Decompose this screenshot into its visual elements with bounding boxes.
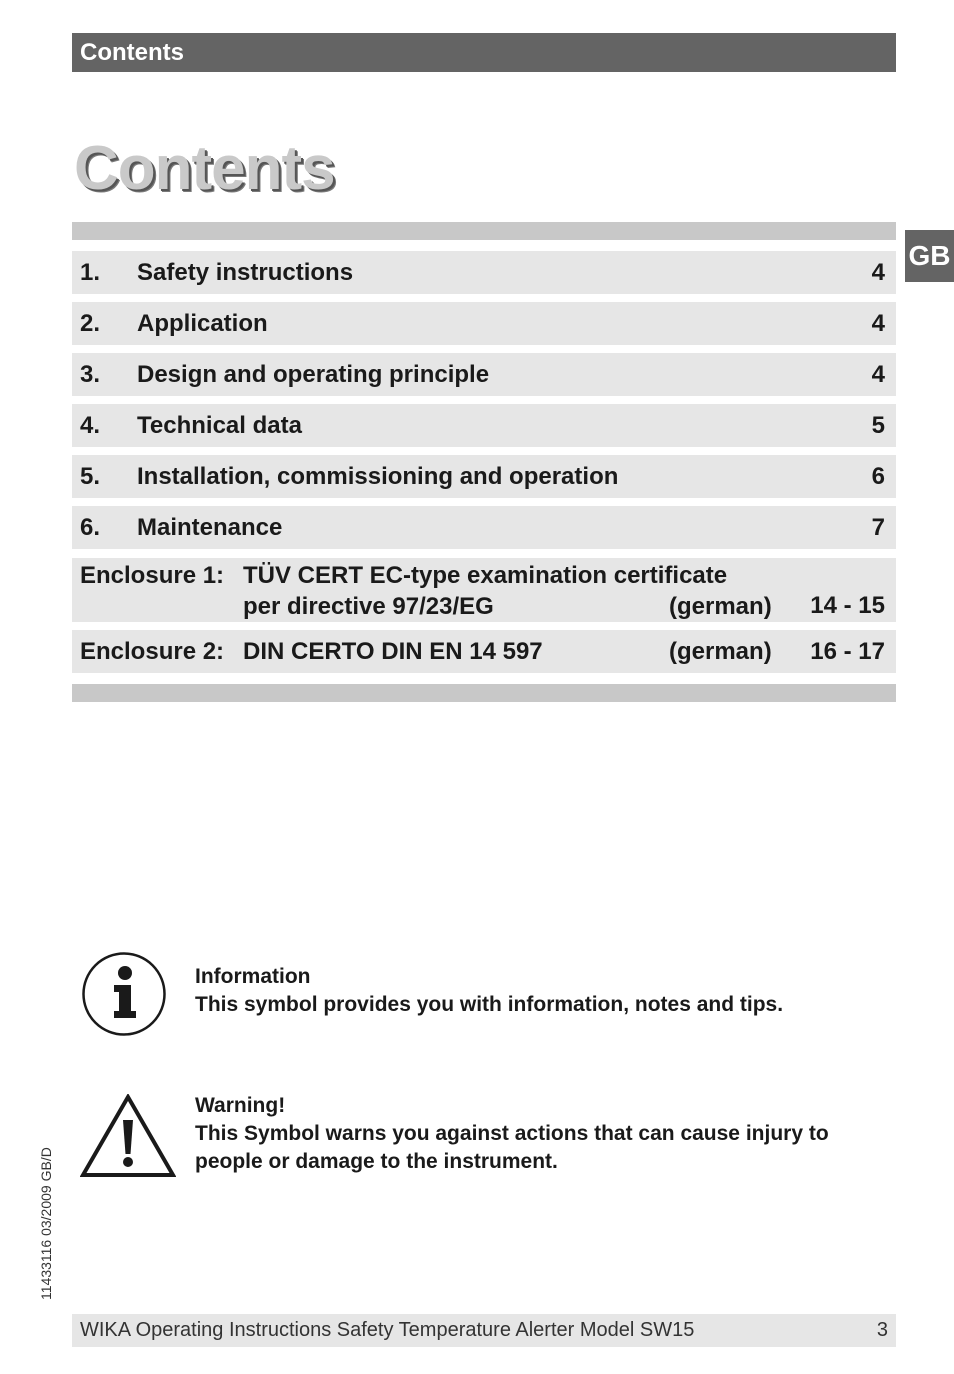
- enclosure-language: (german): [669, 638, 772, 665]
- toc-number: 4.: [80, 412, 101, 439]
- enclosure-title: TÜV CERT EC-type examination certificate: [243, 562, 728, 589]
- toc-number: 6.: [80, 514, 101, 541]
- toc-top-rule: [72, 222, 896, 240]
- toc-row-enclosure-2: [72, 630, 896, 673]
- toc-row-maintenance: [72, 506, 896, 549]
- toc-number: 5.: [80, 463, 101, 490]
- header-bar: [72, 33, 896, 72]
- toc-row-application: [72, 302, 896, 345]
- toc-bottom-rule: [72, 684, 896, 702]
- enclosure-label: Enclosure 2:: [80, 638, 225, 665]
- toc-row-enclosure-1: [72, 558, 896, 622]
- information-icon: [81, 951, 167, 1037]
- warning-note-heading: Warning!: [195, 1094, 286, 1117]
- toc-row-technical-data: [72, 404, 896, 447]
- language-tab: GB: [905, 230, 954, 282]
- enclosure-language: (german): [669, 593, 772, 620]
- enclosure-pages: 14 - 15: [810, 592, 885, 619]
- enclosure-label: Enclosure 1:: [80, 562, 225, 589]
- toc-number: 2.: [80, 310, 101, 337]
- toc-row-installation: [72, 455, 896, 498]
- toc-page: 6: [871, 463, 885, 490]
- toc-title: Technical data: [137, 412, 302, 439]
- toc-number: 1.: [80, 259, 101, 286]
- toc-title: Installation, commissioning and operation: [137, 463, 619, 490]
- toc-title: Safety instructions: [137, 259, 354, 286]
- toc-number: 3.: [80, 361, 101, 388]
- document-code: 11433116 03/2009 GB/D: [38, 1147, 54, 1300]
- warning-icon: [80, 1094, 176, 1178]
- enclosure-pages: 16 - 17: [810, 638, 885, 665]
- toc-page: 4: [871, 259, 885, 286]
- toc-page: 4: [871, 310, 885, 337]
- warning-note-line-2: people or damage to the instrument.: [195, 1150, 558, 1173]
- toc-page: 5: [871, 412, 885, 439]
- toc-page: 7: [871, 514, 885, 541]
- toc-title: Design and operating principle: [137, 361, 490, 388]
- page-title: Contents: [74, 134, 335, 203]
- toc-row-safety-instructions: [72, 251, 896, 294]
- footer-page-number: 3: [876, 1319, 888, 1341]
- header-label: Contents: [80, 39, 184, 66]
- footer-text: WIKA Operating Instructions Safety Temperature Alerter Model SW15: [80, 1319, 695, 1341]
- toc-title: Maintenance: [137, 514, 283, 541]
- info-note-heading: Information: [195, 965, 311, 988]
- warning-note-line-1: This Symbol warns you against actions that can cause injury to: [195, 1122, 829, 1145]
- toc-row-design: [72, 353, 896, 396]
- toc-page: 4: [871, 361, 885, 388]
- toc-title: Application: [137, 310, 268, 337]
- enclosure-subtitle: per directive 97/23/EG: [243, 593, 494, 620]
- footer-bar: [72, 1314, 896, 1347]
- enclosure-title: DIN CERTO DIN EN 14 597: [243, 638, 543, 665]
- info-note-text: This symbol provides you with information, notes and tips.: [195, 993, 784, 1016]
